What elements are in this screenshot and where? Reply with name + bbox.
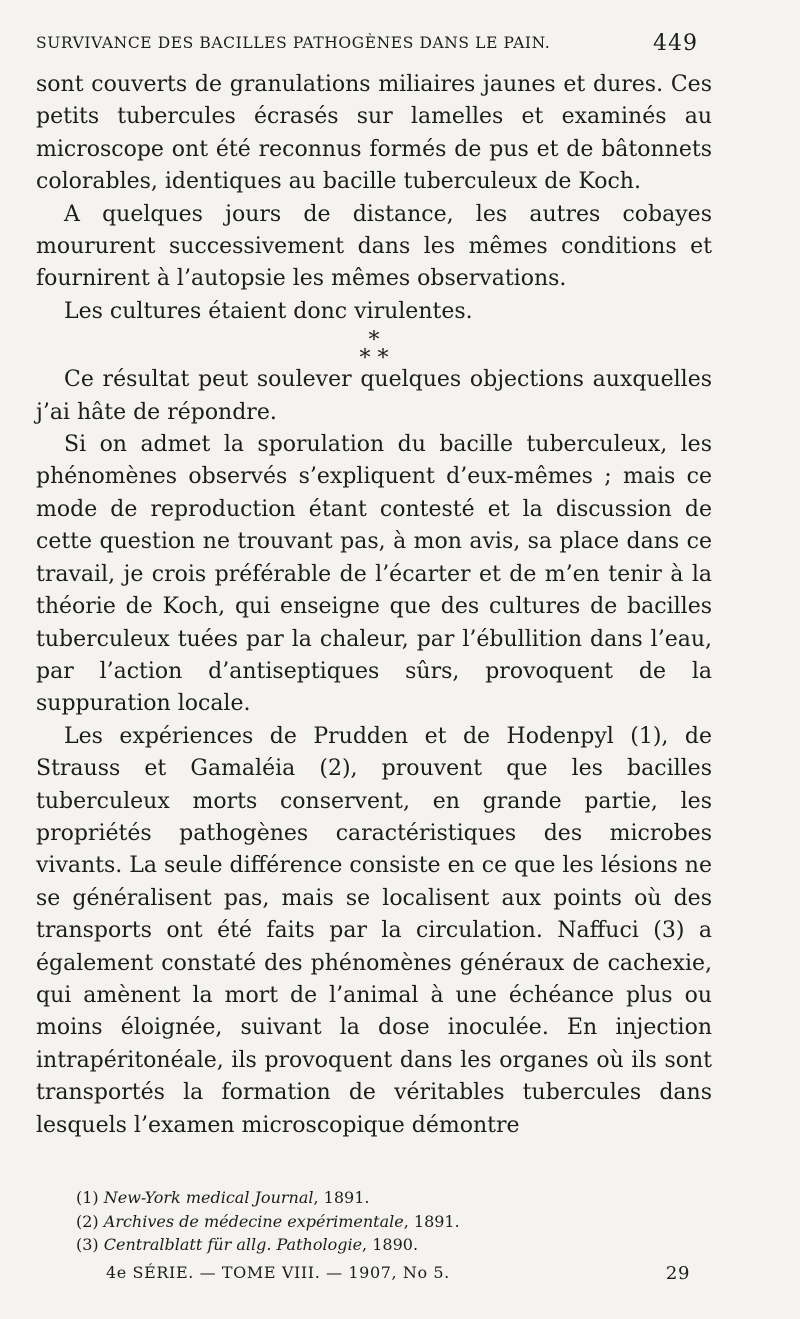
paragraph: Les cultures étaient donc virulentes. (64, 298, 473, 324)
footnote-title: Centralblatt für allg. Pathologie (103, 1235, 363, 1254)
paragraph-continuation: sont couverts de granulations miliaires jaunes et dures. Ces petits tubercules écrasés sur lamelles et examinés au microscope ont été reconnus formés de pus et de bâtonnets colorables, identiques au bacille tuberculeux de Koch. (36, 72, 712, 195)
footnote-rest: , 1891. (313, 1188, 370, 1207)
footnote-title: New-York medical Journal (103, 1188, 314, 1207)
body-text (36, 69, 712, 1142)
footnote-mark: (2) (76, 1211, 99, 1231)
footnote-1 (76, 1186, 676, 1210)
page-number: 449 (653, 31, 698, 56)
paragraph: Si on admet la sporulation du bacille tuberculeux, les phénomènes observés s’expliquent d’eux-mêmes ; mais ce mode de reproduction étant contesté et la discussion de cette question ne trouvant pas, à mon avis, sa place dans ce travail, je crois préférable de l’écarter et de m’en tenir à la théorie de Koch, qui enseigne que des cultures de bacilles tuberculeux tuées par la chaleur, par l’ébullition dans l’eau, par l’action d’antiseptiques sûrs, provoquent de la suppuration locale. (36, 432, 712, 717)
footnote-3 (76, 1233, 676, 1257)
section-break: * * * (359, 328, 389, 372)
footnote-title: Archives de médecine expérimentale (103, 1211, 404, 1231)
page-footer (106, 1263, 690, 1282)
footnote-mark: (3) (76, 1235, 99, 1254)
footnote-rest: , 1891. (403, 1211, 460, 1231)
sheet-number: 29 (665, 1263, 690, 1284)
running-title: SURVIVANCE DES BACILLES PATHOGÈNES DANS LE PAIN. (36, 34, 551, 52)
footnotes (76, 1186, 676, 1257)
footnote-rest: , 1890. (362, 1235, 419, 1254)
footnote-mark: (1) (76, 1188, 99, 1207)
paragraph: A quelques jours de distance, les autres cobayes moururent successivement dans les mêmes conditions et fournirent à l’autopsie les mêmes observations. (36, 201, 712, 292)
paragraph: Les expériences de Prudden et de Hodenpyl (1), de Strauss et Gamaléia (2), prouvent que les bacilles tuberculeux morts conservent, en grande partie, les propriétés pathogènes caractéristiques des microbes vivants. La seule différence consiste en ce que les lésions ne se généralisent pas, mais se localisent aux points où des transports ont été faits par la circulation. Naffuci (3) a également constaté des phénomènes généraux de cachexie, qui amènent la mort de l’animal à une échéance plus ou moins éloignée, suivant la dose inoculée. En injection intrapéritonéale, ils provoquent dans les organes où ils sont transportés la formation de véritables tubercules dans lesquels l’examen microscopique démontre (36, 723, 712, 1138)
series-info: 4e SÉRIE. — TOME VIII. — 1907, No 5. (106, 1263, 450, 1282)
paragraph: Ce résultat peut soulever quelques objections auxquelles j’ai hâte de répondre. (36, 367, 712, 425)
footnote-2 (76, 1210, 676, 1234)
